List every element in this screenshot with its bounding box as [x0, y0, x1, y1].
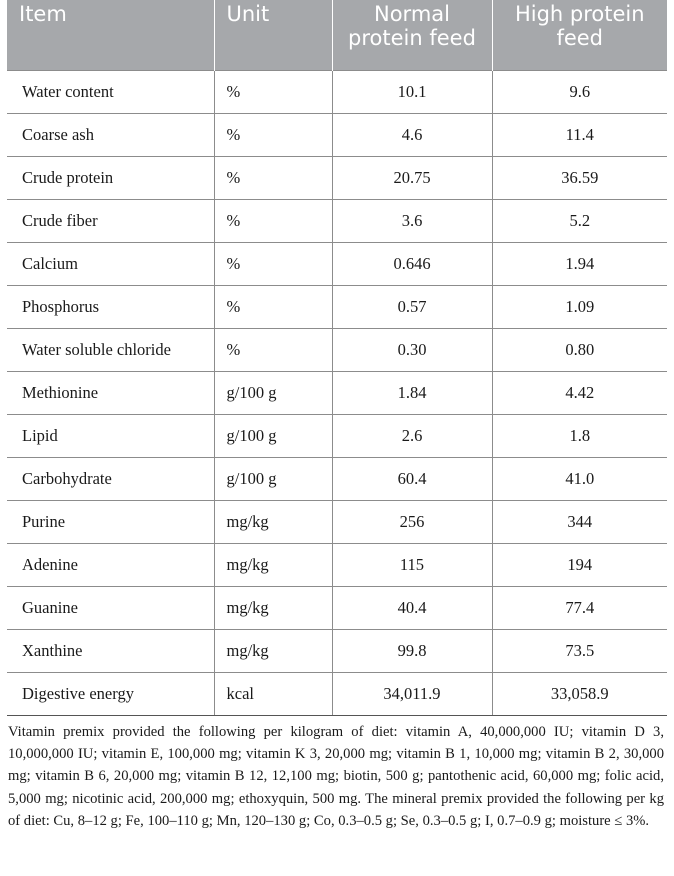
- cell-item: Adenine: [7, 543, 214, 586]
- cell-normal-protein-feed: 99.8: [332, 629, 492, 672]
- table-row: [7, 543, 667, 586]
- cell-item: Phosphorus: [7, 285, 214, 328]
- cell-unit: mg/kg: [214, 586, 332, 629]
- cell-high-protein-feed: 4.42: [492, 371, 667, 414]
- cell-high-protein-feed: 0.80: [492, 328, 667, 371]
- cell-item: Crude protein: [7, 156, 214, 199]
- cell-unit: mg/kg: [214, 543, 332, 586]
- cell-unit: %: [214, 156, 332, 199]
- table-row: [7, 414, 667, 457]
- table-row: [7, 156, 667, 199]
- cell-normal-protein-feed: 0.646: [332, 242, 492, 285]
- cell-item: Digestive energy: [7, 672, 214, 715]
- cell-normal-protein-feed: 10.1: [332, 70, 492, 113]
- table-row: [7, 457, 667, 500]
- cell-high-protein-feed: 9.6: [492, 70, 667, 113]
- table-header: [7, 0, 667, 70]
- table-row: [7, 242, 667, 285]
- table-row: [7, 70, 667, 113]
- table-row: [7, 113, 667, 156]
- header-high-protein-feed: High protein feed: [492, 0, 667, 70]
- cell-normal-protein-feed: 0.30: [332, 328, 492, 371]
- cell-high-protein-feed: 36.59: [492, 156, 667, 199]
- cell-normal-protein-feed: 0.57: [332, 285, 492, 328]
- header-normal-protein-feed: Normal protein feed: [332, 0, 492, 70]
- cell-item: Guanine: [7, 586, 214, 629]
- cell-item: Water content: [7, 70, 214, 113]
- cell-unit: g/100 g: [214, 414, 332, 457]
- cell-item: Calcium: [7, 242, 214, 285]
- cell-high-protein-feed: 33,058.9: [492, 672, 667, 715]
- cell-high-protein-feed: 77.4: [492, 586, 667, 629]
- cell-high-protein-feed: 11.4: [492, 113, 667, 156]
- cell-item: Purine: [7, 500, 214, 543]
- cell-normal-protein-feed: 60.4: [332, 457, 492, 500]
- cell-high-protein-feed: 5.2: [492, 199, 667, 242]
- table-body: [7, 70, 667, 715]
- cell-unit: %: [214, 328, 332, 371]
- cell-normal-protein-feed: 256: [332, 500, 492, 543]
- cell-high-protein-feed: 1.94: [492, 242, 667, 285]
- table-row: [7, 586, 667, 629]
- cell-normal-protein-feed: 4.6: [332, 113, 492, 156]
- cell-item: Methionine: [7, 371, 214, 414]
- table-row: [7, 199, 667, 242]
- table-footnote: Vitamin premix provided the following per kilogram of diet: vitamin A, 40,000,000 IU; vitamin D 3, 10,000,000 IU; vitamin E, 100,000 mg; vitamin K 3, 20,000 mg; vitamin B 1, 10,000 mg; vitamin B 2, 30,000 mg; vitamin B 6, 20,000 mg; vitamin B 12, 12,100 mg; biotin, 500 g; pantothenic acid, 60,000 mg; folic acid, 5,000 mg; nicotinic acid, 200,000 mg; ethoxyquin, 500 mg. The mineral premix provided the following per kg of diet: Cu, 8–12 g; Fe, 100–110 g; Mn, 120–130 g; Co, 0.3–0.5 g; Se, 0.3–0.5 g; I, 0.7–0.9 g; moisture ≤ 3%.: [8, 724, 664, 829]
- header-item: Item: [19, 2, 67, 26]
- header-unit: Unit: [214, 0, 332, 70]
- cell-normal-protein-feed: 3.6: [332, 199, 492, 242]
- table-row: [7, 500, 667, 543]
- cell-high-protein-feed: 73.5: [492, 629, 667, 672]
- cell-item: Xanthine: [7, 629, 214, 672]
- cell-unit: mg/kg: [214, 500, 332, 543]
- table-row: [7, 672, 667, 715]
- header-row: [7, 0, 667, 70]
- cell-normal-protein-feed: 34,011.9: [332, 672, 492, 715]
- cell-normal-protein-feed: 40.4: [332, 586, 492, 629]
- cell-unit: kcal: [214, 672, 332, 715]
- cell-high-protein-feed: 41.0: [492, 457, 667, 500]
- cell-unit: %: [214, 242, 332, 285]
- cell-unit: %: [214, 199, 332, 242]
- cell-normal-protein-feed: 2.6: [332, 414, 492, 457]
- cell-unit: mg/kg: [214, 629, 332, 672]
- feed-composition-table: [7, 0, 667, 716]
- cell-item: Crude fiber: [7, 199, 214, 242]
- cell-normal-protein-feed: 1.84: [332, 371, 492, 414]
- cell-high-protein-feed: 344: [492, 500, 667, 543]
- cell-unit: g/100 g: [214, 371, 332, 414]
- cell-high-protein-feed: 194: [492, 543, 667, 586]
- cell-item: Carbohydrate: [7, 457, 214, 500]
- cell-unit: g/100 g: [214, 457, 332, 500]
- cell-item: Water soluble chloride: [7, 328, 214, 371]
- cell-item: Coarse ash: [7, 113, 214, 156]
- table-row: [7, 371, 667, 414]
- table-row: [7, 328, 667, 371]
- cell-normal-protein-feed: 115: [332, 543, 492, 586]
- table-row: [7, 285, 667, 328]
- cell-high-protein-feed: 1.8: [492, 414, 667, 457]
- cell-unit: %: [214, 285, 332, 328]
- cell-item: Lipid: [7, 414, 214, 457]
- table-row: [7, 629, 667, 672]
- cell-unit: %: [214, 113, 332, 156]
- cell-high-protein-feed: 1.09: [492, 285, 667, 328]
- cell-unit: %: [214, 70, 332, 113]
- cell-normal-protein-feed: 20.75: [332, 156, 492, 199]
